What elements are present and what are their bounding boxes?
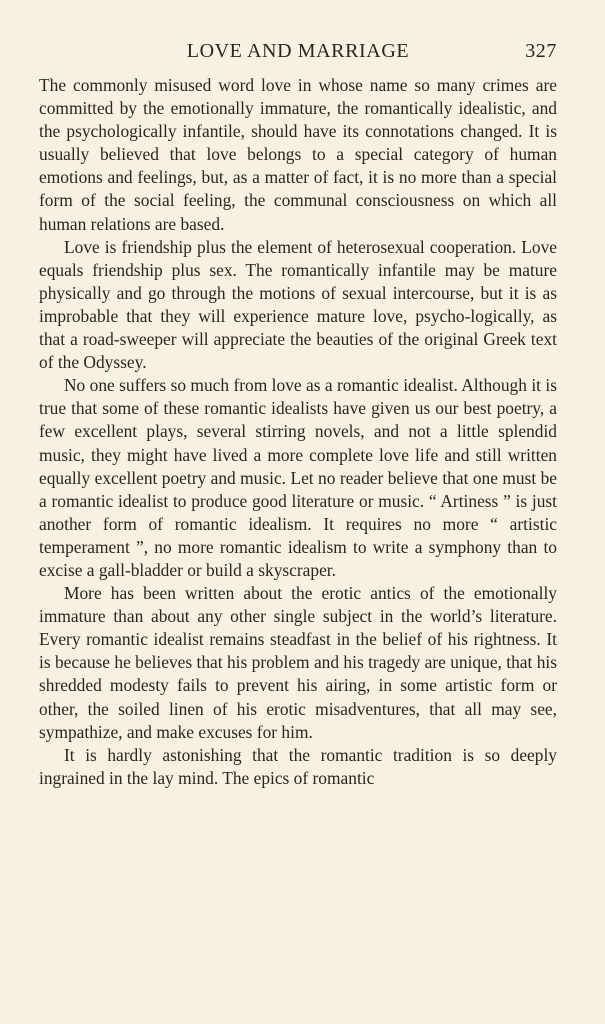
paragraph: No one suffers so much from love as a romantic idealist. Although it is true that some of these romantic idealists have given us our best poetry, a few excellent plays, several stirring novels, and not a little splendid music, they might have lived a more complete love life and still written equally excellent poetry and music. Let no reader believe that one must be a romantic idealist to produce good literature or music. “ Artiness ” is just another form of romantic idealism. It requires no more “ artistic temperament ”, no more romantic idealism to write a symphony than to excise a gall-bladder or build a skyscraper. xyxy=(39,375,557,580)
page-number: 327 xyxy=(525,40,557,62)
body-text xyxy=(39,74,557,790)
paragraph: Love is friendship plus the element of heterosexual cooperation. Love equals friendship plus sex. The romantically infantile may be mature physically and go through the motions of sexual intercourse, but it is as improbable that they will experience mature love, psycho-logically, as that a road-sweeper will appreciate the beauties of the original Greek text of the Odyssey. xyxy=(39,236,557,373)
paragraph: The commonly misused word love in whose name so many crimes are committed by the emotionally immature, the romantically idealistic, and the psychologically infantile, should have its connotations changed. It is usually believed that love belongs to a special category of human emotions and feelings, but, as a matter of fact, it is no more than a special form of the social feeling, the communal consciousness on which all human relations are based. xyxy=(39,75,557,234)
book-page xyxy=(39,40,557,790)
paragraph: It is hardly astonishing that the romantic tradition is so deeply ingrained in the lay mind. The epics of romantic xyxy=(39,744,557,788)
running-head xyxy=(39,40,557,74)
paragraph: More has been written about the erotic antics of the emotionally immature than about any other single subject in the world’s literature. Every romantic idealist remains steadfast in the belief of his rightness. It is because he believes that his problem and his tragedy are unique, that his shredded modesty fails to prevent his airing, in some artistic form or other, the soiled linen of his erotic misadventures, that all may see, sympathize, and make excuses for him. xyxy=(39,583,557,742)
running-title: LOVE AND MARRIAGE xyxy=(186,40,410,62)
